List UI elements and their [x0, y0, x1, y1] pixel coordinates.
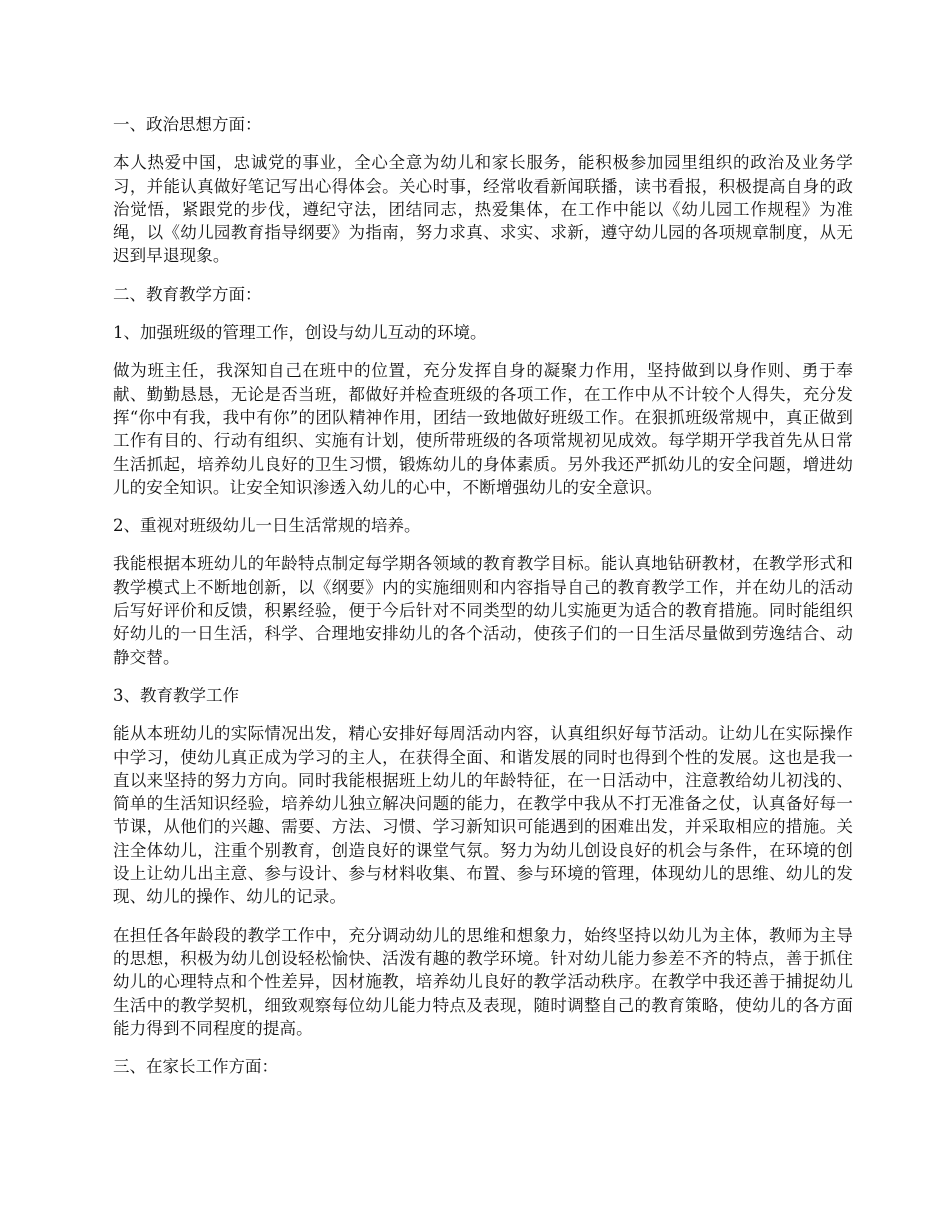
paragraph-daily-routine: 我能根据本班幼儿的年龄特点制定每学期各领域的教育教学目标。能认真地钻研教材，在教学形式和教学模式上不断地创新，以《纲要》内的实施细则和内容指导自己的教育教学工作，并在幼儿的活动后写好评价和反馈，积累经验，便于今后针对不同类型的幼儿实施更为适合的教育措施。同时能组织好幼儿的一日生活，科学、合理地安排幼儿的各个活动，使孩子们的一日生活尽量做到劳逸结合、动静交替。	[113, 554, 853, 667]
subsection-heading-daily-routine: 2、重视对班级幼儿一日生活常规的培养。	[113, 516, 421, 536]
subsection-heading-teaching-work: 3、教育教学工作	[113, 685, 239, 705]
paragraph-politics: 本人热爱中国，忠诚党的事业，全心全意为幼儿和家长服务，能积极参加园里组织的政治及业务学习，并能认真做好笔记写出心得体会。关心时事，经常收看新闻联播，读书看报，积极提高自身的政治觉悟，紧跟党的步伐，遵纪守法，团结同志，热爱集体，在工作中能以《幼儿园工作规程》为准绳，以《幼儿园教育指导纲要》为指南，努力求真、求实、求新，遵守幼儿园的各项规章制度，从无迟到早退现象。	[113, 153, 853, 266]
paragraph-class-management: 做为班主任，我深知自己在班中的位置，充分发挥自身的凝聚力作用，坚持做到以身作则、勇于奉献、勤勤恳恳，无论是否当班，都做好并检查班级的各项工作，在工作中从不计较个人得失，充分发挥“你中有我，我中有你”的团队精神作用，团结一致地做好班级工作。在狠抓班级常规中，真正做到工作有目的、行动有组织、实施有计划，使所带班级的各项常规初见成效。每学期开学我首先从日常生活抓起，培养幼儿良好的卫生习惯，锻炼幼儿的身体素质。另外我还严抓幼儿的安全问题，增进幼儿的安全知识。让安全知识渗透入幼儿的心中，不断增强幼儿的安全意识。	[113, 361, 853, 497]
section-heading-teaching: 二、教育教学方面：	[113, 284, 262, 304]
section-heading-politics: 一、政治思想方面：	[113, 115, 262, 134]
section-heading-parents: 三、在家长工作方面：	[113, 1057, 278, 1077]
paragraph-teaching-work-2: 在担任各年龄段的教学工作中，充分调动幼儿的思维和想象力，始终坚持以幼儿为主体，教师为主导的思想，积极为幼儿创设轻松愉快、活泼有趣的教学环境。针对幼儿能力参差不齐的特点，善于抓住幼儿的心理特点和个性差异，因材施教，培养幼儿良好的教学活动秩序。在教学中我还善于捕捉幼儿生活中的教学契机，细致观察每位幼儿能力特点及表现，随时调整自己的教育策略，使幼儿的各方面能力得到不同程度的提高。	[113, 925, 853, 1038]
paragraph-teaching-work-1: 能从本班幼儿的实际情况出发，精心安排好每周活动内容，认真组织好每节活动。让幼儿在实际操作中学习，使幼儿真正成为学习的主人，在获得全面、和谐发展的同时也得到个性的发展。这也是我一直以来坚持的努力方向。同时我能根据班上幼儿的年龄特征，在一日活动中，注意教给幼儿初浅的、简单的生活知识经验，培养幼儿独立解决问题的能力，在教学中我从不打无准备之仗，认真备好每一节课，从他们的兴趣、需要、方法、习惯、学习新知识可能遇到的困难出发，并采取相应的措施。关注全体幼儿，注重个别教育，创造良好的课堂气氛。努力为幼儿创设良好的机会与条件，在环境的创设上让幼儿出主意、参与设计、参与材料收集、布置、参与环境的管理，体现幼儿的思维、幼儿的发现、幼儿的操作、幼儿的记录。	[113, 724, 853, 907]
subsection-heading-class-management: 1、加强班级的管理工作，创设与幼儿互动的环境。	[113, 323, 487, 343]
document-page	[113, 113, 853, 1093]
